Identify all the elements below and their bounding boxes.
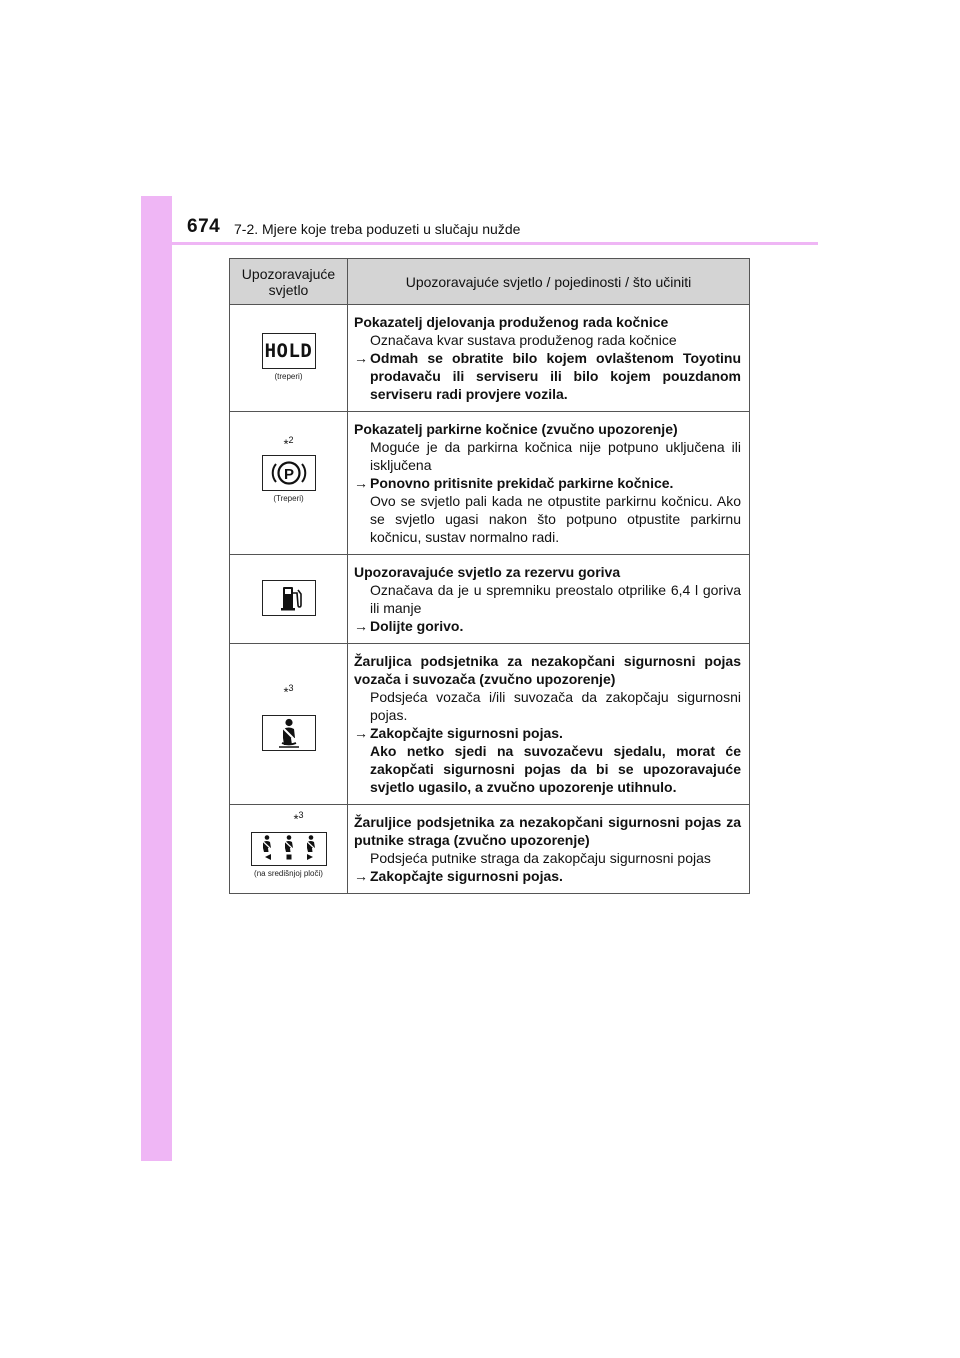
row-action-text: Dolijte gorivo. — [370, 618, 464, 634]
row-action — [354, 617, 741, 635]
header-rule — [141, 242, 818, 245]
hold-icon-label: HOLD — [264, 340, 313, 362]
icon-cell — [230, 644, 348, 805]
arrow-icon: → — [354, 868, 368, 884]
icon-caption: (na središnjoj ploči) — [254, 869, 323, 879]
details-cell — [348, 644, 750, 805]
arrow-icon: → — [354, 618, 368, 634]
icon-cell — [230, 805, 348, 894]
col-header-details: Upozoravajuće svjetlo / pojedinosti / što učiniti — [348, 259, 750, 305]
page-number: 674 — [187, 216, 221, 237]
row-description: Podsjeća putnike straga da zakopčaju sigurnosni pojas — [370, 850, 711, 866]
icon-cell — [230, 305, 348, 412]
icon-caption: (Treperi) — [273, 494, 304, 504]
footnote-number: 2 — [288, 435, 294, 445]
row-action-text: Zakopčajte sigurnosni pojas. — [370, 725, 563, 741]
asterisk: * — [283, 684, 289, 700]
details-cell — [348, 305, 750, 412]
arrow-icon: → — [354, 725, 368, 741]
hold-icon — [262, 333, 316, 369]
table-row — [230, 644, 750, 805]
row-action-text: Odmah se obratite bilo kojem ovlaštenom Toyotinu prodavaču ili serviseru ili bilo kojem pouzdanom serviseru radi provjere vozila. — [370, 350, 741, 402]
icon-cell — [230, 555, 348, 644]
seatbelt-icon — [262, 715, 316, 751]
col-header-light: Upozoravajuće svjetlo — [230, 259, 348, 305]
row-action — [354, 867, 741, 885]
footnote-marker — [231, 810, 346, 826]
table-row — [230, 305, 750, 412]
row-title: Upozoravajuće svjetlo za rezervu goriva — [354, 564, 621, 580]
asterisk: * — [283, 436, 289, 452]
side-tab — [141, 196, 172, 1161]
row-action-text: Zakopčajte sigurnosni pojas. — [370, 868, 563, 884]
parking-brake-icon — [262, 455, 316, 491]
row-description: Označava kvar sustava produženog rada kočnice — [370, 332, 677, 348]
row-action — [354, 724, 741, 742]
fuel-pump-icon — [262, 580, 316, 616]
row-action-text: Ponovno pritisnite prekidač parkirne kočnice. — [370, 475, 674, 491]
section-title: 7-2. Mjere koje treba poduzeti u slučaju nužde — [234, 221, 521, 237]
row-description: Podsjeća vozača i/ili suvozača da zakopčaju sigurnosni pojas. — [370, 689, 741, 723]
row-description: Moguće je da parkirna kočnica nije potpuno uključena ili isključena — [370, 439, 741, 473]
row-title: Pokazatelj parkirne kočnice (zvučno upozorenje) — [354, 421, 678, 437]
footnote-marker — [231, 683, 346, 699]
table-row — [230, 805, 750, 894]
row-description: Označava da je u spremniku preostalo otprilike 6,4 l goriva ili manje — [370, 582, 741, 616]
warning-lights-table — [229, 258, 750, 894]
svg-text:P: P — [283, 466, 294, 484]
row-title: Pokazatelj djelovanja produženog rada kočnice — [354, 314, 669, 330]
footnote-marker — [231, 435, 346, 451]
rear-seatbelt-icon — [251, 832, 327, 866]
icon-caption: (treperi) — [274, 372, 303, 381]
row-extra: Ovo se svjetlo pali kada ne otpustite parkirnu kočnicu. Ako se svjetlo ugasi nakon što potpuno otpustite parkirnu kočnicu, sustav normalno radi. — [370, 493, 741, 545]
asterisk: * — [293, 811, 299, 827]
row-title: Žaruljica podsjetnika za nezakopčani sigurnosni pojas vozača i suvozača (zvučno upozorenje) — [354, 653, 741, 687]
details-cell — [348, 412, 750, 555]
row-action — [354, 349, 741, 403]
table-row — [230, 555, 750, 644]
row-title: Žaruljice podsjetnika za nezakopčani sigurnosni pojas za putnike straga (zvučno upozorenje) — [354, 814, 741, 848]
row-extra: Ako netko sjedi na suvozačevu sjedalu, morat će zakopčati sigurnosni pojas da bi se upozoravajuće svjetlo ugasilo, a zvučno upozorenje utihnulo. — [370, 743, 741, 795]
icon-cell — [230, 412, 348, 555]
footnote-number: 3 — [288, 683, 294, 693]
row-action — [354, 474, 741, 492]
footnote-number: 3 — [298, 810, 304, 820]
table-header-row — [230, 259, 750, 305]
arrow-icon: → — [354, 475, 368, 491]
arrow-icon: → — [354, 350, 368, 366]
table-row — [230, 412, 750, 555]
details-cell — [348, 805, 750, 894]
details-cell — [348, 555, 750, 644]
